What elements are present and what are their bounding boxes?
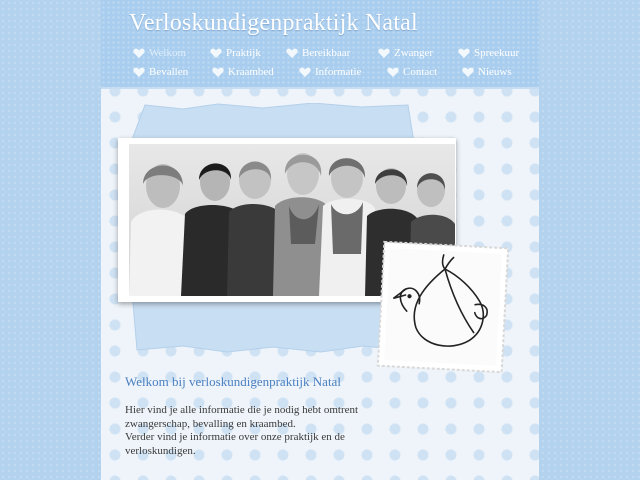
nav-label: Zwanger [394, 47, 434, 59]
nav-item-praktijk[interactable] [210, 45, 261, 61]
heart-icon [299, 67, 311, 78]
heart-icon [378, 48, 390, 59]
welcome-heading: Welkom bij verloskundigenpraktijk Natal [125, 374, 341, 389]
nav-item-kraambed[interactable] [212, 64, 274, 80]
nav-label: Bevallen [149, 66, 189, 78]
heart-icon [133, 48, 145, 59]
site-title[interactable]: Verloskundigenpraktijk Natal [129, 10, 418, 36]
heart-icon [462, 67, 474, 78]
intro-paragraph-2: Verder vind je informatie over onze praktijk en de verloskundigen. [125, 431, 345, 457]
nav-item-contact[interactable] [387, 64, 437, 80]
nav-label: Praktijk [226, 47, 261, 59]
nav-label: Welkom [149, 47, 186, 59]
nav-label: Contact [403, 66, 438, 78]
nav-label: Nieuws [478, 66, 512, 78]
nav-item-informatie[interactable] [299, 64, 361, 80]
heart-icon [212, 67, 224, 78]
nav-item-zwanger[interactable] [378, 45, 433, 61]
page-container [101, 0, 539, 480]
intro-text [125, 404, 395, 458]
nav-label: Bereikbaar [302, 47, 351, 59]
stork-stamp [376, 240, 511, 375]
nav-label: Kraambed [228, 66, 274, 78]
intro-paragraph-1: Hier vind je alle informatie die je nodig hebt omtrent zwangerschap, bevalling en kraambed. [125, 404, 359, 430]
site-header [101, 0, 539, 89]
nav-item-welkom[interactable] [133, 45, 186, 61]
nav-label: Informatie [315, 66, 362, 78]
heart-icon [458, 48, 470, 59]
nav-item-bevallen[interactable] [133, 64, 188, 80]
heart-icon [387, 67, 399, 78]
nav-item-spreekuur[interactable] [458, 45, 519, 61]
heart-icon [210, 48, 222, 59]
nav-label: Spreekuur [474, 47, 520, 59]
nav-item-bereikbaar[interactable] [286, 45, 350, 61]
nav-item-nieuws[interactable] [462, 64, 512, 80]
heart-icon [133, 67, 145, 78]
heart-icon [286, 48, 298, 59]
